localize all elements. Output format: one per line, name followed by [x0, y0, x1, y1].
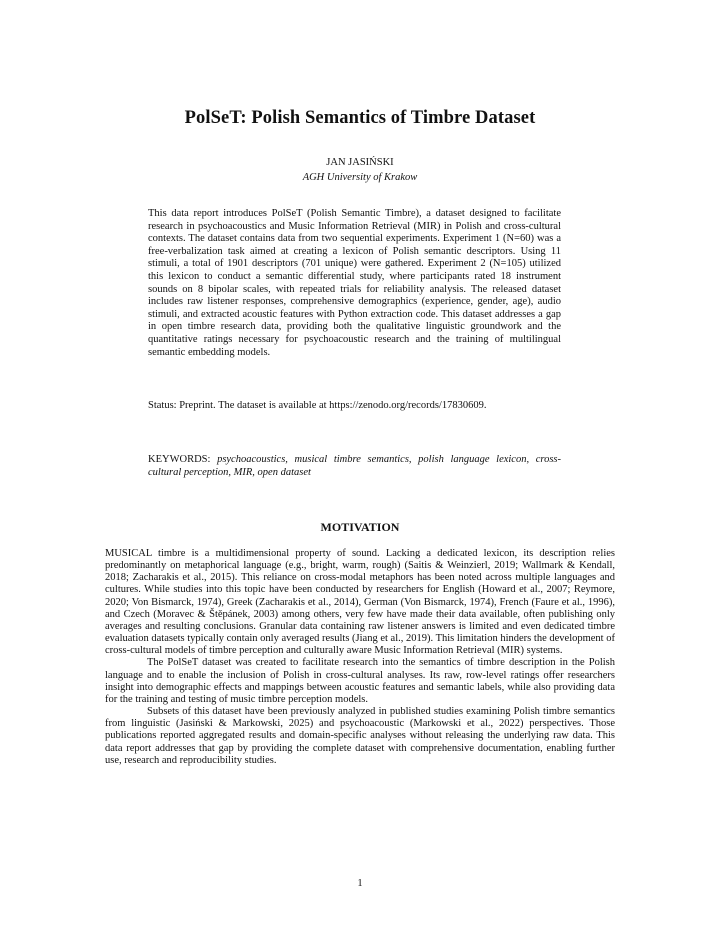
- body-paragraph: Subsets of this dataset have been previously analyzed in published studies examining Polish timbre semantics from linguistic (Jasiński & Markowski, 2025) and psychoacoustic (Markowski et al., 2022) perspectives. Those publications reported aggregated results and domain-specific analyses without releasing the underlying raw data. This data report addresses that gap by providing the complete dataset with comprehensive documentation, enabling further use, research and reproducibility studies.: [105, 706, 615, 766]
- abstract: This data report introduces PolSeT (Polish Semantic Timbre), a dataset designed to facilitate research in psychoacoustics and Music Information Retrieval (MIR) in Polish and cross-cultural contexts. The dataset contains data from two sequential experiments. Experiment 1 (N=60) was a free-verbalization task aimed at creating a lexicon of Polish semantic descriptors. Using 11 stimuli, a total of 1901 descriptors (701 unique) were gathered. Experiment 2 (N=105) utilized this lexicon to conduct a semantic differential study, where participants rated 18 instrument sounds on 8 bipolar scales, with repeated trials for reliability analysis. The released dataset includes raw listener responses, comprehensive demographics (experience, gender, age), audio stimuli, and extracted acoustic features with Python extraction code. This dataset addresses a gap in open timbre research data, providing both the qualitative linguistic groundwork and the quantitative ratings necessary for psychoacoustic research and the training of multilingual semantic embedding models.: [148, 208, 561, 358]
- section-body: [105, 548, 615, 767]
- body-paragraph: The PolSeT dataset was created to facilitate research into the semantics of timbre description in the Polish language and to enable the inclusion of Polish in cross-cultural analyses. Its raw, row-level ratings offer researchers insight into demographic effects and mappings between acoustic features and semantic labels, while also providing data for the training and testing of music timbre perception models.: [105, 657, 615, 705]
- body-paragraph: MUSICAL timbre is a multidimensional property of sound. Lacking a dedicated lexicon, its description relies predominantly on metaphorical language (e.g., bright, warm, rough) (Saitis & Weinzierl, 2019; Wallmark & Kendall, 2018; Zacharakis et al., 2015). This reliance on cross-modal metaphors has been noted across multiple languages and cultures. While studies into this topic have been conducted by researchers for English (Howard et al., 2007; Reymore, 2020; Von Bismarck, 1974), Greek (Zacharakis et al., 2014), German (Von Bismarck, 1974), French (Faure et al., 1996), and Czech (Moravec & Štěpánek, 2003) among others, very few have made their data available, often publishing only averages and resulting conclusions. Granular data containing raw listener answers is limited and even dedicated timbre evaluation datasets typically contain only averaged results (Jiang et al., 2019). This limitation hinders the development of cross-cultural models of timbre perception and culturally aware Music Information Retrieval (MIR) systems.: [105, 548, 615, 657]
- author-affiliation: AGH University of Krakow: [302, 172, 418, 183]
- keywords-label: KEYWORDS:: [148, 454, 211, 465]
- page-number: 1: [357, 878, 363, 889]
- keywords: [148, 454, 561, 479]
- paper-title: PolSeT: Polish Semantics of Timbre Dataset: [184, 108, 536, 128]
- section-heading: MOTIVATION: [320, 520, 400, 534]
- author-name: JAN JASIŃSKI: [326, 157, 394, 168]
- keywords-list: psychoacoustics, musical timbre semantics, polish language lexicon, cross-cultural perception, MIR, open dataset: [148, 454, 561, 478]
- status-line: Status: Preprint. The dataset is available at https://zenodo.org/records/17830609.: [148, 400, 487, 411]
